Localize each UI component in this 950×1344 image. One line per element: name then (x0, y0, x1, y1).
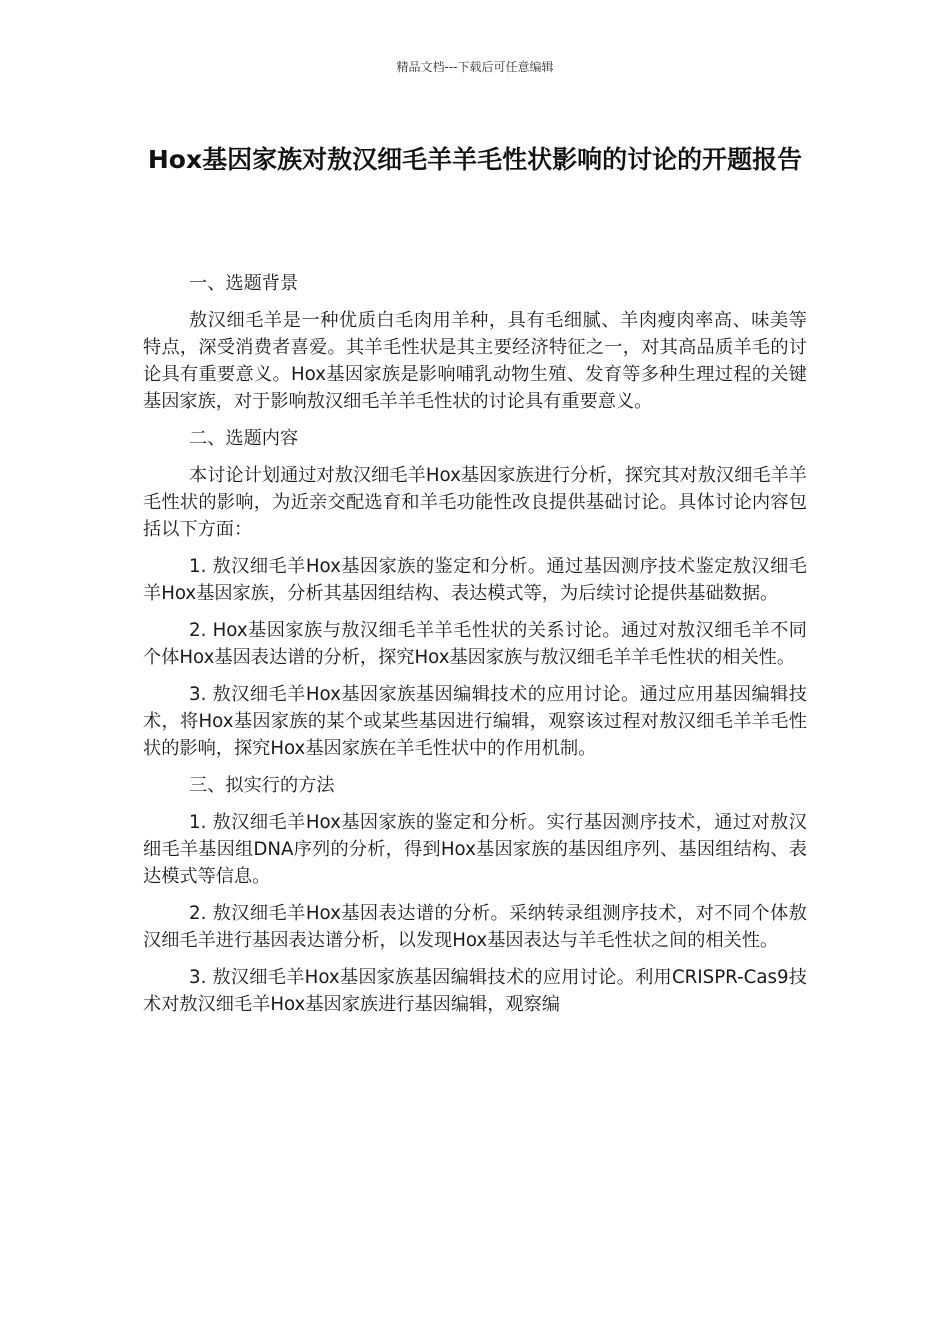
paragraph: 3. 敖汉细毛羊Hox基因家族基因编辑技术的应用讨论。利用CRISPR-Cas9技术对敖汉细毛羊Hox基因家族进行基因编辑，观察编 (143, 967, 807, 1015)
paragraph: 1. 敖汉细毛羊Hox基因家族的鉴定和分析。实行基因测序技术，通过对敖汉细毛羊基因组DNA序列的分析，得到Hox基因家族的基因组序列、基因组结构、表达模式等信息。 (143, 812, 807, 887)
paragraph: 2. Hox基因家族与敖汉细毛羊羊毛性状的关系讨论。通过对敖汉细毛羊不同个体Hox基因表达谱的分析，探究Hox基因家族与敖汉细毛羊羊毛性状的相关性。 (143, 620, 807, 668)
header-note: 精品文档---下载后可任意编辑 (396, 60, 554, 74)
section-heading: 一、选题背景 (189, 273, 299, 294)
document-title: Hox基因家族对敖汉细毛羊羊毛性状影响的讨论的开题报告 (147, 145, 803, 174)
paragraph: 本讨论计划通过对敖汉细毛羊Hox基因家族进行分析，探究其对敖汉细毛羊羊毛性状的影响，为近亲交配选育和羊毛功能性改良提供基础讨论。具体讨论内容包括以下方面： (143, 465, 807, 540)
paragraph: 2. 敖汉细毛羊Hox基因表达谱的分析。采纳转录组测序技术，对不同个体敖汉细毛羊进行基因表达谱分析，以发现Hox基因表达与羊毛性状之间的相关性。 (143, 903, 807, 951)
section-heading: 二、选题内容 (189, 428, 299, 449)
paragraph: 3. 敖汉细毛羊Hox基因家族基因编辑技术的应用讨论。通过应用基因编辑技术，将Hox基因家族的某个或某些基因进行编辑，观察该过程对敖汉细毛羊羊毛性状的影响，探究Hox基因家族在羊毛性状中的作用机制。 (143, 684, 807, 759)
paragraph: 1. 敖汉细毛羊Hox基因家族的鉴定和分析。通过基因测序技术鉴定敖汉细毛羊Hox基因家族，分析其基因组结构、表达模式等，为后续讨论提供基础数据。 (143, 556, 807, 604)
section-heading: 三、拟实行的方法 (189, 775, 335, 796)
document-body (143, 270, 807, 1028)
paragraph: 敖汉细毛羊是一种优质白毛肉用羊种，具有毛细腻、羊肉瘦肉率高、味美等特点，深受消费者喜爱。其羊毛性状是其主要经济特征之一，对其高品质羊毛的讨论具有重要意义。Hox基因家族是影响哺乳动物生殖、发育等多种生理过程的关键基因家族，对于影响敖汉细毛羊羊毛性状的讨论具有重要意义。 (143, 310, 807, 412)
